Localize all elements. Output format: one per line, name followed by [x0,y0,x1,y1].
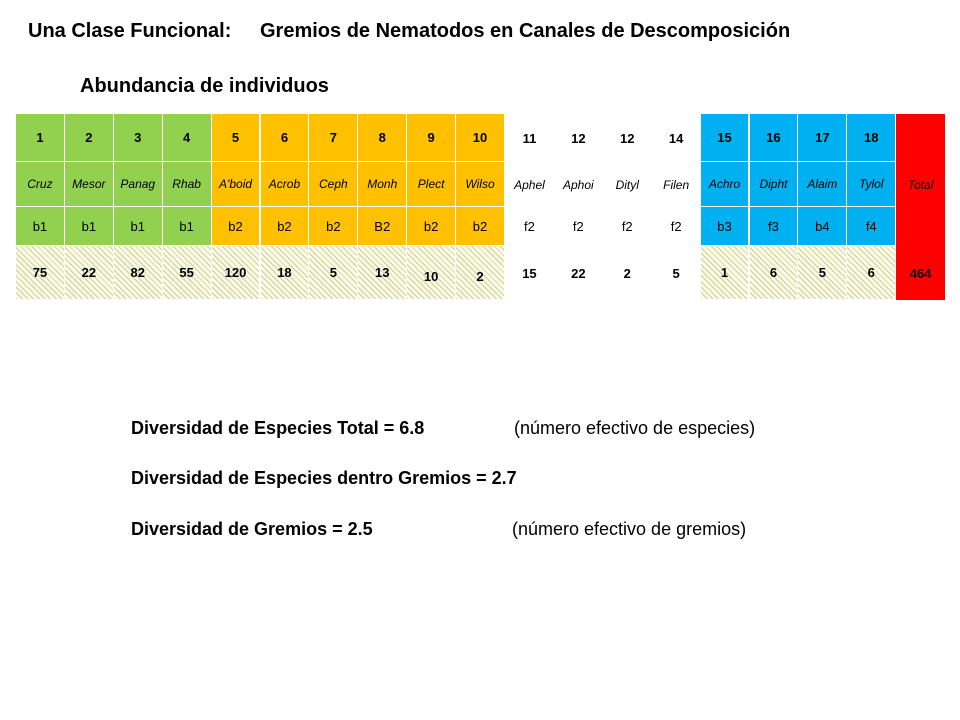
cell-abundance-19: 464 [896,246,945,300]
cell-abundance-17: 5 [798,246,847,300]
cell-group-17: b4 [798,207,847,246]
cell-genus-1: Cruz [16,162,65,207]
cell-number-4: 4 [163,114,212,162]
cell-genus-7: Ceph [309,162,358,207]
cell-number-14: 14 [668,130,684,146]
cell-number-15: 15 [701,114,750,162]
cell-number-3: 3 [114,114,163,162]
cell-abundance-11: 15 [522,265,537,281]
cell-genus-13: Dityl [615,177,639,192]
cell-genus-12: Aphoi [562,177,594,192]
cell-number-11: 11 [522,130,537,146]
subtitle: Abundancia de individuos [80,75,329,97]
cell-number-19 [896,114,945,162]
cell-genus-17: Alaim [798,162,847,207]
cell-group-2: b1 [65,207,114,246]
cell-number-2: 2 [65,114,114,162]
cell-number-16: 16 [750,114,799,162]
cell-group-1: b1 [16,207,65,246]
cell-genus-18: Tylol [847,162,896,207]
abundance-table [16,114,945,300]
title-part-1: Una Clase Funcional: [28,20,232,42]
cell-number-8: 8 [358,114,407,162]
title-part-2: Gremios de Nematodos en Canales de Descomposición [260,20,791,42]
cell-abundance-7: 5 [309,246,358,300]
cell-group-18: f4 [847,207,896,246]
cell-genus-5: A'boid [212,162,261,207]
cell-group-3: b1 [114,207,163,246]
cell-group-5: b2 [212,207,261,246]
cell-group-11: f2 [524,219,535,234]
cell-number-17: 17 [798,114,847,162]
cell-abundance-5: 120 [212,246,261,300]
cell-abundance-6: 18 [261,246,310,300]
cell-group-15: b3 [701,207,750,246]
cell-abundance-1: 75 [16,246,65,300]
cell-number-18: 18 [847,114,896,162]
cell-group-19 [896,207,945,246]
cell-number-10: 10 [456,114,505,162]
cell-abundance-12: 22 [571,265,586,281]
cell-number-13: 12 [620,130,635,146]
cell-group-12: f2 [572,219,584,234]
cell-genus-10: Wilso [456,162,505,207]
cell-group-10: b2 [456,207,505,246]
cell-genus-16: Dipht [750,162,799,207]
cell-abundance-9: 10 [407,246,456,300]
cell-abundance-10: 2 [456,246,505,300]
cell-genus-15: Achro [701,162,750,207]
guild-diversity-note: (número efectivo de gremios) [512,519,747,539]
cell-group-7: b2 [309,207,358,246]
cell-genus-3: Panag [114,162,163,207]
cell-genus-9: Plect [407,162,456,207]
cell-group-16: f3 [750,207,799,246]
cell-abundance-13: 2 [623,265,631,281]
cell-group-4: b1 [163,207,212,246]
cell-abundance-4: 55 [163,246,212,300]
cell-genus-8: Monh [358,162,407,207]
cell-number-9: 9 [407,114,456,162]
cell-group-8: B2 [358,207,407,246]
cell-group-9: b2 [407,207,456,246]
within-guild-diversity-label: Diversidad de Especies dentro Gremios = 2.7 [131,468,517,488]
cell-abundance-3: 82 [114,246,163,300]
total-diversity-label: Diversidad de Especies Total = 6.8 [131,418,425,438]
cell-genus-14: Filen [663,177,690,192]
cell-group-13: f2 [621,219,633,234]
cell-genus-11: Aphel [514,177,545,192]
page-title [28,20,791,43]
cell-group-14: f2 [670,219,682,234]
cell-genus-4: Rhab [163,162,212,207]
cell-abundance-16: 6 [750,246,799,300]
cell-abundance-15: 1 [701,246,750,300]
cell-number-7: 7 [309,114,358,162]
cell-abundance-18: 6 [847,246,896,300]
cell-number-5: 5 [212,114,261,162]
cell-abundance-8: 13 [358,246,407,300]
guild-diversity-label: Diversidad de Gremios = 2.5 [131,519,373,539]
cell-genus-6: Acrob [261,162,310,207]
cell-genus-2: Mesor [65,162,114,207]
cell-number-6: 6 [261,114,310,162]
cell-group-6: b2 [261,207,310,246]
cell-number-1: 1 [16,114,65,162]
cell-abundance-14: 5 [672,265,680,281]
cell-genus-19: Total [896,162,945,207]
cell-abundance-2: 22 [65,246,114,300]
total-diversity-note: (número efectivo de especies) [514,418,756,438]
cell-number-12: 12 [571,130,586,146]
